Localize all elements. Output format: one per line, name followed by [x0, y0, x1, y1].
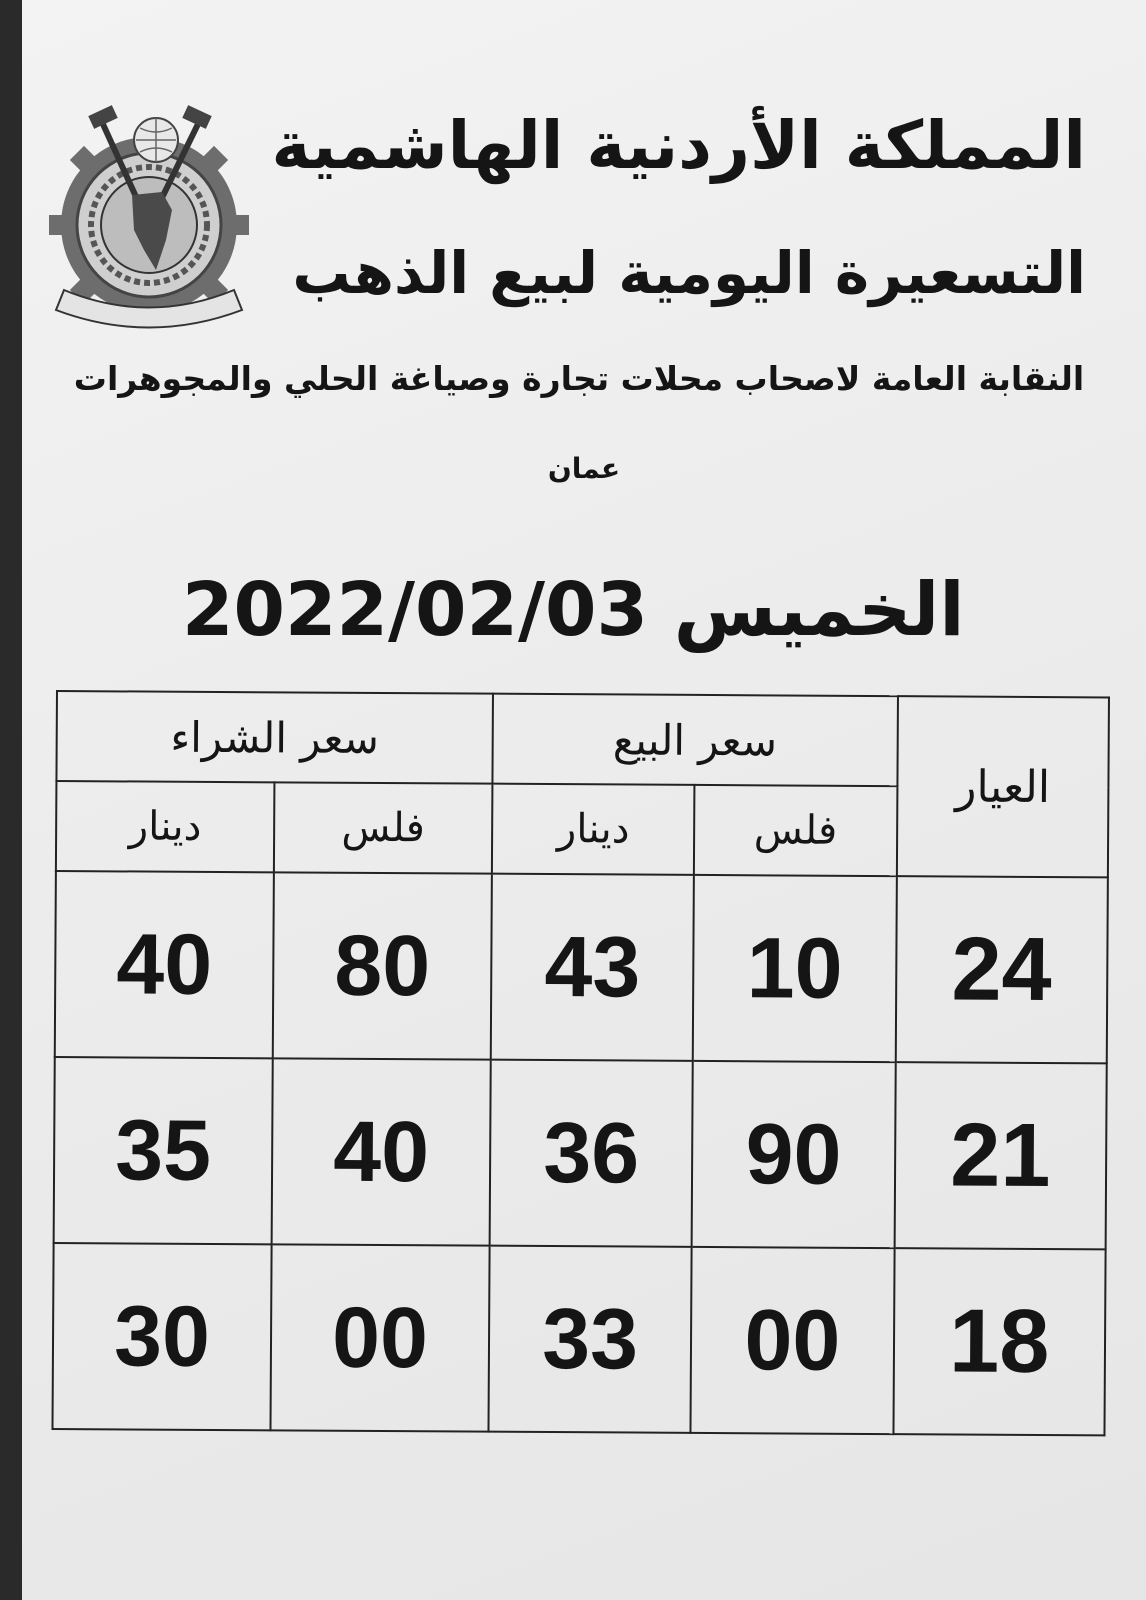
- syndicate-emblem-icon: [44, 100, 254, 330]
- buy-dinar-cell: 30: [52, 1243, 271, 1430]
- sell-fils-cell: 00: [691, 1247, 894, 1434]
- buy-fils-cell: 40: [272, 1058, 491, 1245]
- buy-dinar-cell: 35: [54, 1057, 273, 1244]
- buy-dinar-header: دينار: [56, 781, 275, 872]
- sell-fils-cell: 10: [693, 875, 896, 1062]
- buy-fils-header: فلس: [274, 782, 493, 873]
- page-title: المملكة الأردنية الهاشمية: [271, 107, 1086, 184]
- karat-cell: 18: [893, 1248, 1106, 1435]
- buy-fils-cell: 00: [270, 1244, 489, 1431]
- buy-dinar-cell: 40: [55, 871, 274, 1058]
- date-value: 2022/02/03: [182, 567, 648, 653]
- sell-fils-header: فلس: [694, 785, 897, 876]
- organization-name: النقابة العامة لاصحاب محلات تجارة وصياغة الحلي والمجوهرات: [73, 359, 1085, 398]
- sell-dinar-cell: 33: [488, 1246, 691, 1433]
- sell-fils-cell: 90: [692, 1061, 895, 1248]
- karat-cell: 24: [895, 876, 1108, 1063]
- sell-dinar-cell: 36: [490, 1060, 693, 1247]
- table-row: [52, 1243, 1105, 1435]
- buy-fils-cell: 80: [273, 872, 492, 1059]
- day-name: الخميس: [673, 567, 965, 653]
- price-sheet: [22, 0, 1146, 1600]
- sell-dinar-cell: 43: [491, 874, 694, 1061]
- date-line: [182, 560, 965, 660]
- city-name: عمان: [547, 452, 621, 485]
- table-row: [54, 1057, 1107, 1249]
- table-row: [55, 871, 1108, 1063]
- buy-price-header: سعر الشراء: [56, 691, 493, 784]
- page-subtitle: التسعيرة اليومية لبيع الذهب: [292, 239, 1086, 307]
- sell-price-header: سعر البيع: [492, 694, 897, 786]
- karat-cell: 21: [894, 1062, 1107, 1249]
- gold-price-table: [51, 690, 1110, 1436]
- sell-dinar-header: دينار: [492, 784, 695, 875]
- karat-header: العيار: [896, 696, 1109, 877]
